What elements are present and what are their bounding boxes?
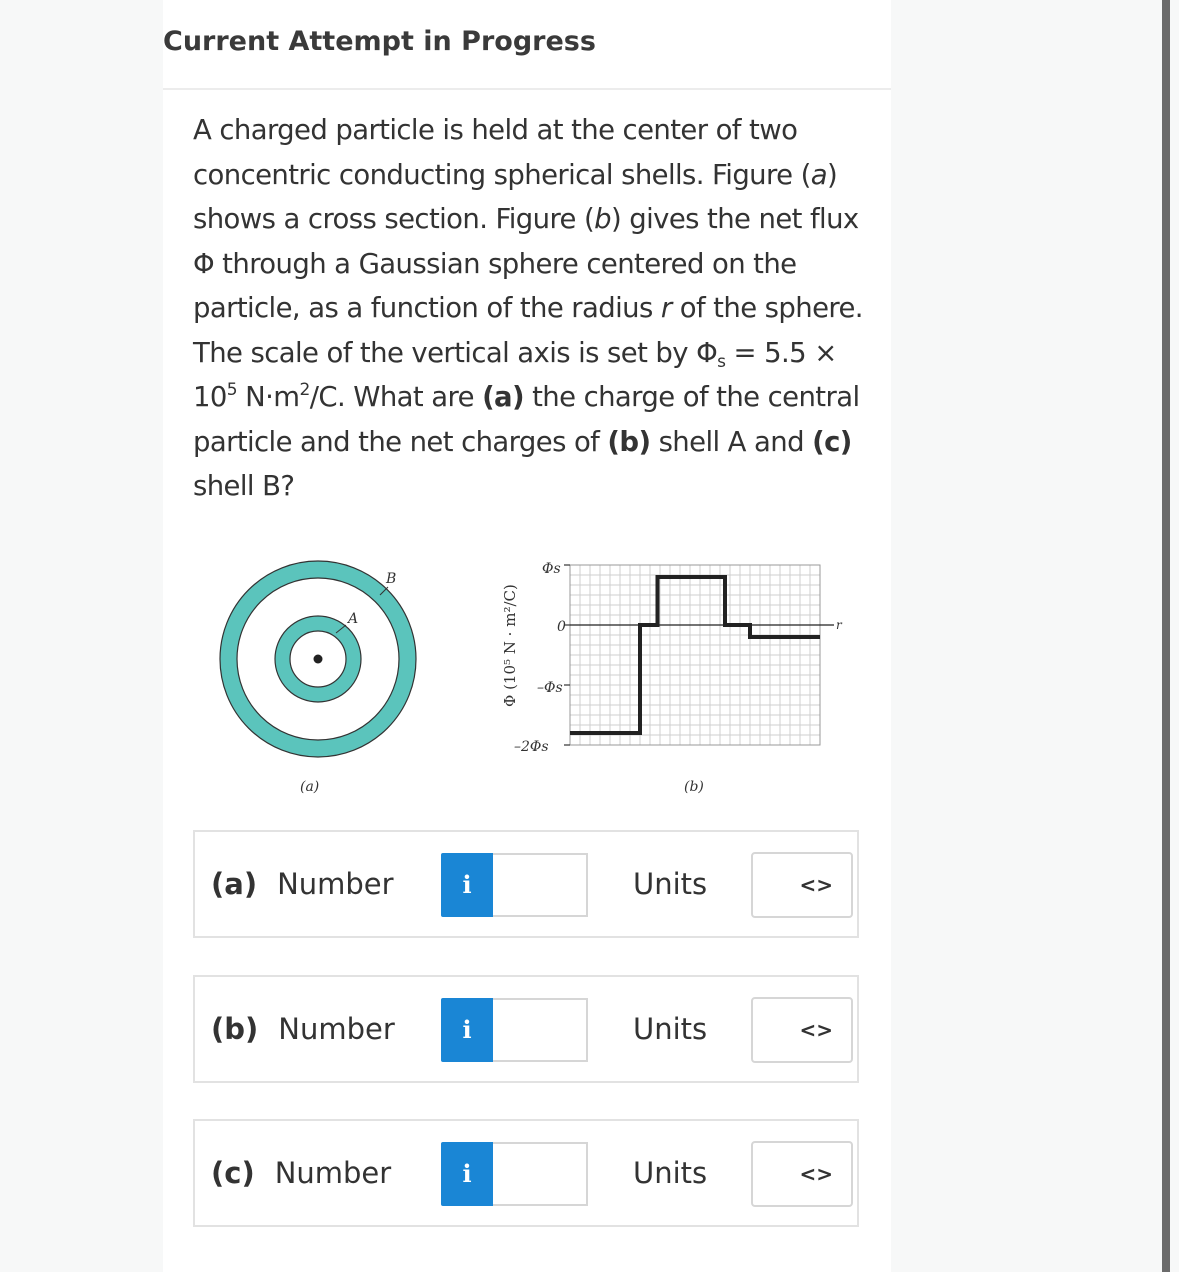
- info-button[interactable]: i: [441, 998, 493, 1062]
- y-axis-title: Φ (10⁵ N · m²/C): [501, 584, 519, 707]
- info-button[interactable]: i: [441, 1142, 493, 1206]
- q-text-9: shell A and: [650, 425, 813, 458]
- tick-label-neg-2phis: –2Φs: [514, 739, 549, 755]
- number-label: Number: [277, 867, 394, 901]
- page-title: Current Attempt in Progress: [163, 26, 596, 57]
- q-sub-s: s: [717, 351, 726, 372]
- q-text-10: shell B?: [193, 470, 295, 502]
- tick-label-zero: 0: [557, 619, 566, 635]
- number-label: Number: [278, 1012, 395, 1046]
- number-input-b[interactable]: [493, 998, 588, 1062]
- q-text-3: ) gives the net flux Φ through a Gaussian sphere centered on the particle, as a function of the radius: [193, 203, 859, 324]
- caption-a: (a): [300, 779, 320, 795]
- answer-label-a: [211, 832, 394, 936]
- units-label: Units: [633, 1012, 708, 1046]
- q-text-6: N·m: [237, 381, 300, 413]
- answer-label-c: [211, 1121, 391, 1225]
- q-part-b: (b): [607, 425, 651, 458]
- answer-row-b: [193, 975, 859, 1083]
- q-text-5: = 5.5 × 10: [193, 336, 837, 413]
- units-select-c[interactable]: [751, 1141, 853, 1207]
- answer-row-a: [193, 830, 859, 938]
- answer-label-b: [211, 977, 395, 1081]
- number-input-c[interactable]: [493, 1142, 588, 1206]
- tick-label-phis: Φs: [542, 561, 561, 577]
- q-text-7: /C. What are: [309, 381, 483, 413]
- q-ital-r: r: [660, 292, 672, 324]
- info-button[interactable]: i: [441, 853, 493, 917]
- units-label: Units: [633, 1156, 708, 1190]
- q-sup-5: 5: [226, 380, 238, 400]
- divider: [163, 88, 891, 90]
- shell-diagram: [220, 561, 416, 795]
- label-b: B: [386, 571, 397, 587]
- q-sup-2: 2: [299, 380, 310, 400]
- flux-chart: [501, 561, 843, 795]
- q-text-8: the charge of the central particle and the net charges of: [193, 381, 860, 458]
- units-select-b[interactable]: [751, 997, 853, 1063]
- figure: [200, 535, 880, 815]
- number-input-a[interactable]: [493, 853, 588, 917]
- part-label: (b): [211, 1012, 259, 1046]
- q-text-4: of the sphere. The scale of the vertical axis is set by Φ: [193, 292, 863, 369]
- q-text-2: ) shows a cross section. Figure (: [193, 158, 838, 235]
- central-particle: [314, 655, 323, 664]
- r-axis-label: r: [836, 618, 842, 632]
- caption-b: (b): [684, 779, 704, 795]
- question-text: [193, 108, 873, 509]
- chart-grid: [564, 565, 820, 745]
- scrollbar[interactable]: [1162, 0, 1170, 1272]
- units-select-a[interactable]: [751, 852, 853, 918]
- label-a: A: [348, 611, 359, 627]
- q-part-a: (a): [482, 381, 524, 413]
- part-label: (c): [211, 1156, 255, 1190]
- q-ital-a: a: [810, 158, 827, 191]
- tick-label-neg-phis: –Φs: [537, 680, 563, 696]
- up-down-chevron-icon: <>: [799, 873, 833, 897]
- up-down-chevron-icon: <>: [799, 1162, 833, 1186]
- units-label: Units: [633, 867, 708, 901]
- answer-row-c: [193, 1119, 859, 1227]
- part-label: (a): [211, 867, 258, 901]
- q-ital-b: b: [594, 203, 611, 235]
- q-part-c: (c): [812, 425, 852, 458]
- q-text-1: A charged particle is held at the center of two concentric conducting spherical shells. Figure (: [193, 114, 811, 191]
- up-down-chevron-icon: <>: [799, 1018, 833, 1042]
- number-label: Number: [274, 1156, 392, 1190]
